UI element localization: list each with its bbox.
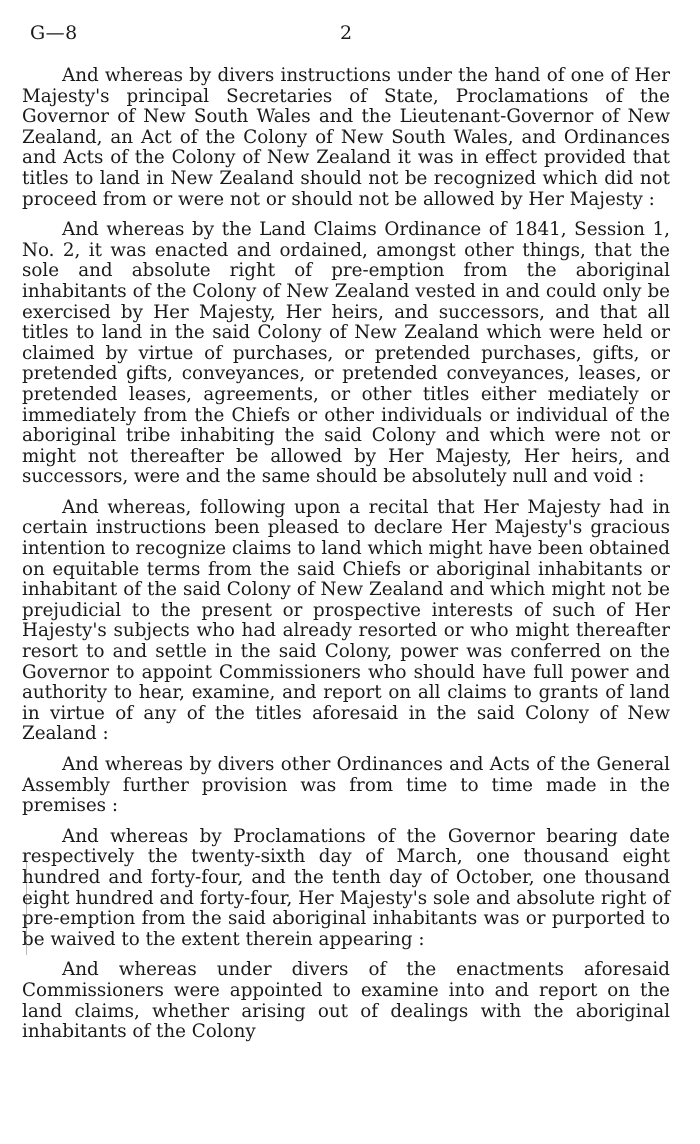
paragraph-4: And whereas by divers other Ordinances and Acts of the General Assembly further provision was from time to time made in the premises : <box>22 754 670 817</box>
page-number: 2 <box>340 22 353 44</box>
paragraph-6: And whereas under divers of the enactments aforesaid Commissioners were appointed to examine into and report on the land claims, whether arising out of dealings with the aboriginal inhabitants of the Colony <box>22 959 670 1043</box>
body-text <box>22 66 670 1053</box>
paragraph-3: And whereas, following upon a recital that Her Majesty had in certain instructions been pleased to declare Her Majesty's gracious intention to recognize claims to land which might have been obtained on equitable terms from the said Chiefs or aboriginal inhabitants or inhabitant of the said Colony of New Zealand and which might not be prejudicial to the present or prospective interests of such of Her Hajesty's subjects who had already resorted or who might thereafter resort to and settle in the said Colony, power was conferred on the Governor to appoint Commissioners who should have full power and authority to hear, examine, and report on all claims to grants of land in virtue of any of the titles aforesaid in the said Colony of New Zealand : <box>22 496 671 745</box>
document-page <box>22 0 672 1144</box>
paragraph-5: And whereas by Proclamations of the Governor bearing date respectively the twenty-sixth day of March, one thousand eight hundred and forty-four, and the tenth day of October, one thousand eight hundred and forty-four, Her Majesty's sole and absolute right of pre-emption from the said aboriginal inhabitants was or purported to be waived to the extent therein appearing : <box>22 825 670 950</box>
page-header <box>22 0 672 60</box>
paragraph-2: And whereas by the Land Claims Ordinance of 1841, Session 1, No. 2, it was enacted and ordained, amongst other things, that the sole and absolute right of pre-emption from the aboriginal inhabitants of the Colony of New Zealand vested in and could only be exercised by Her Majesty, Her heirs, and successors, and that all titles to land in the said Colony of New Zealand which were held or claimed by virtue of purchases, or pretended purchases, gifts, or pretended gifts, conveyances, or pretended conveyances, leases, or pretended leases, agreements, or other titles either mediately or immediately from the Chiefs or other individuals or individual of the aboriginal tribe inhabiting the said Colony and which were not or might not thereafter be allowed by Her Majesty, Her heirs, and successors, were and the same should be absolutely null and void : <box>22 219 670 488</box>
document-reference: G—8 <box>30 22 78 44</box>
paragraph-1: And whereas by divers instructions under the hand of one of Her Majesty's principal Secretaries of State, Proclamations of the Governor of New South Wales and the Lieutenant-Governor of New Zealand, an Act of the Colony of New South Wales, and Ordinances and Acts of the Colony of New Zealand it was in effect provided that titles to land in New Zealand should not be recognized which did not proceed from or were not or should not be allowed by Her Majesty : <box>22 65 670 210</box>
